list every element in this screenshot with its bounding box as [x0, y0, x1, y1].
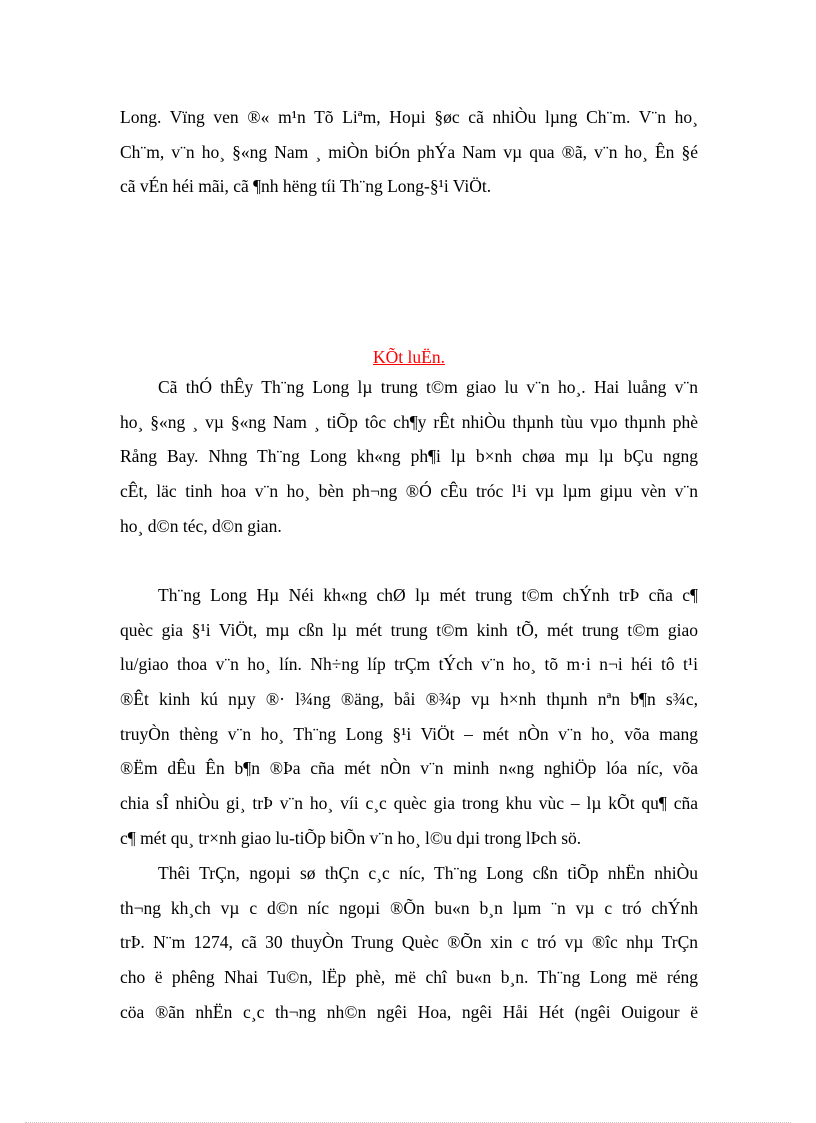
text-line: ho¸ §«ng ¸ vµ §«ng Nam ¸ tiÕp tôc ch¶y rÊt nhiÒu thµnh tùu vµo thµnh phè: [120, 411, 698, 432]
text-line: Th¨ng Long Hµ Néi kh«ng chØ lµ mét trung t©m chÝnh trÞ cña c¶: [158, 585, 698, 605]
text-line: c¶ mét qu¸ tr×nh giao lu-tiÕp biÕn v¨n ho¸ l©u dµi trong lÞch sö.: [120, 827, 582, 848]
paragraph-conclusion-1: [120, 370, 698, 543]
paragraph-top: [120, 100, 698, 204]
text-line: ho¸ d©n téc, d©n gian.: [120, 515, 282, 536]
text-line: Thêi TrÇn, ngoµi sø thÇn c¸c níc, Th¨ng Long cßn tiÕp nhËn nhiÒu: [158, 863, 698, 883]
paragraph-conclusion-3: [120, 856, 698, 1029]
text-line: quèc gia §¹i ViÖt, mµ cßn lµ mét trung t©m kinh tÕ, mét trung t©m giao: [120, 619, 698, 640]
text-line: Ch¨m, v¨n ho¸ §«ng Nam ¸ miÒn biÓn phÝa Nam vµ qua ®ã, v¨n ho¸ Ên §é: [120, 141, 698, 162]
paragraph-conclusion-2: [120, 578, 698, 856]
text-line: lu/giao thoa v¨n ho¸ lín. Nh÷ng líp trÇm tÝch v¨n ho¸ tõ m·i n¬i héi tô t¹i: [120, 654, 698, 675]
text-line: th¬ng kh¸ch vµ c d©n níc ngoµi ®Õn bu«n b¸n lµm ¨n vµ c tró chÝnh: [120, 897, 698, 918]
text-line: truyÒn thèng v¨n ho¸ Th¨ng Long §¹i ViÖt – mét nÒn v¨n ho¸ võa mang: [120, 723, 698, 744]
section-heading: KÕt luËn.: [373, 347, 445, 367]
text-line: cÊt, läc tinh hoa v¨n ho¸ bèn ph¬ng ®Ó cÊu tróc l¹i vµ lµm giµu vèn v¨n: [120, 481, 698, 502]
text-line: Cã thÓ thÊy Th¨ng Long lµ trung t©m giao lu v¨n ho¸. Hai luång v¨n: [158, 377, 698, 397]
text-line: ®Êt kinh kú nµy ®· l¾ng ®äng, båi ®¾p vµ h×nh thµnh nªn b¶n s¾c,: [120, 689, 698, 710]
text-line: trÞ. N¨m 1274, cã 30 thuyÒn Trung Quèc ®Õn xin c tró vµ ®îc nhµ TrÇn: [120, 932, 698, 953]
text-line: Rång Bay. Nhng Th¨ng Long kh«ng ph¶i lµ b×nh chøa mµ lµ bÇu ngng: [120, 446, 698, 467]
text-line: cã vÉn héi mãi, cã ¶nh hëng tíi Th¨ng Long-§¹i ViÖt.: [120, 176, 492, 197]
text-line: chia sÎ nhiÒu gi¸ trÞ v¨n ho¸ víi c¸c quèc gia trong khu vùc – lµ kÕt qu¶ cña: [120, 793, 698, 814]
text-line: Long. Vïng ven ®« m¹n Tõ Liªm, Hoµi §øc cã nhiÒu lµng Ch¨m. V¨n ho¸: [120, 107, 698, 127]
text-line: cöa ®ãn nhËn c¸c th¬ng nh©n ngêi Hoa, ngêi Håi Hét (ngêi Ouigour ë: [120, 1001, 698, 1022]
text-line: cho ë phêng Nhai Tu©n, lËp phè, më chî bu«n b¸n. Th¨ng Long më réng: [120, 967, 698, 988]
text-line: ®Ëm dÊu Ên b¶n ®Þa cña mét nÒn v¨n minh n«ng nghiÖp lóa níc, võa: [120, 758, 698, 779]
